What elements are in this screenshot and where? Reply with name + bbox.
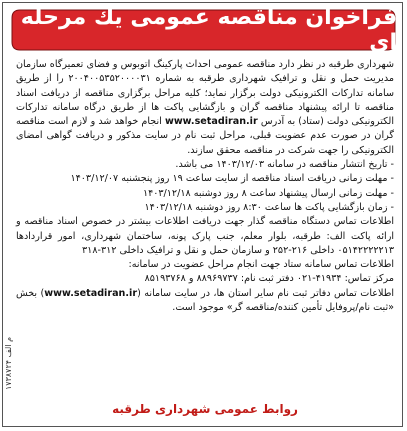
provinces-text: اطلاعات تماس دفاتر ثبت نام سایر استان ها، در سایت سامانه ( (137, 287, 394, 299)
intro-text-continued: انجام خواهد شد و لازم است مناقصه گران در صورت عدم عضویت قبلی، مراحل ثبت نام در سایت مذکور و دریافت گواهی امضای الکترونیکی را جهت شرکت در مناقصه محقق سازند. (16, 116, 394, 156)
setad-website-link[interactable]: www.setadiran.ir (164, 116, 258, 128)
date-item: - مهلت زمانی ارسال پیشنهاد ساعت ۸ روز دوشنبه ۱۴۰۳/۱۲/۱۸ (142, 187, 394, 199)
notice-body (16, 58, 394, 315)
date-item: - زمان بازگشایی پاکت ها ساعت ۸:۳۰ روز دوشنبه ۱۴۰۳/۱۲/۱۸ (144, 201, 394, 213)
notice-paragraph (16, 58, 394, 158)
dates-list (16, 158, 394, 215)
banner-title: فراخوان مناقصه عمومی یك مرحله ای (20, 5, 397, 55)
date-item: - مهلت زمانی دریافت اسناد مناقصه از سایت ساعت ۱۹ روز پنجشنبه ۱۴۰۳/۱۲/۰۷ (70, 173, 394, 185)
signature: روابط عمومی شهرداری طرقبه (112, 402, 298, 416)
contact-info-tender: اطلاعات تماس دستگاه مناقصه گذار جهت دریافت اطلاعات بیشتر در خصوص اسناد مناقصه و ارائه پاکت الف: طرقبه، بلوار معلم، جنب پارک پونه، ساختمان شهرداری، امور قراردادها ۰۵۱۴۲۲۲۲۲۱۳ داخلی ۲۱۶-۲۵۲ و سازمان حمل و نقل و ترافیک داخلی ۳۱۲-۳۱۸ (16, 216, 394, 256)
provinces-text-end: ) بخش «ثبت نام/پروفایل تأمین کننده/مناقصه گر» موجود است. (16, 287, 394, 314)
date-item: - تاریخ انتشار مناقصه در سامانه ۱۴۰۳/۱۲/۰۳ می باشد. (175, 159, 394, 171)
intro-text: شهرداری طرقبه در نظر دارد مناقصه عمومی احداث پارکینگ اتوبوس و فضای تعمیرگاه سازمان مدیریت حمل و نقل و ترافیک شهرداری طرقبه به شماره ۲۰۰۴۰۰۵۳۵۲۰۰۰۰۳۱ را از طریق سامانه تدارکات الکترونیکی دولت برگزار نماید؛ کلیه مراحل برگزاری مناقصه از دریافت اسناد مناقصه تا ارائه پیشنهاد مناقصه گران و بازگشایی پاکت ها از طریق درگاه سامانه تدارکات الکترونیکی دولت (ستاد) به آدرس (16, 59, 394, 128)
contact-info-setad-heading: اطلاعات تماس سامانه ستاد جهت انجام مراحل عضویت در سامانه: (128, 259, 394, 271)
contact-info-phones: مرکز تماس: ۴۱۹۳۴-۰۲۱ دفتر ثبت نام: ۸۸۹۶۹۷۳۷ و ۸۵۱۹۳۷۶۸ (144, 273, 394, 285)
setad-website-link-2[interactable]: www.setadiran.ir (44, 287, 138, 299)
side-reference-code: ۱۷۳۸۷۲۴ م الف (4, 336, 13, 390)
contact-info-provinces (16, 287, 394, 316)
title-banner (10, 5, 397, 55)
